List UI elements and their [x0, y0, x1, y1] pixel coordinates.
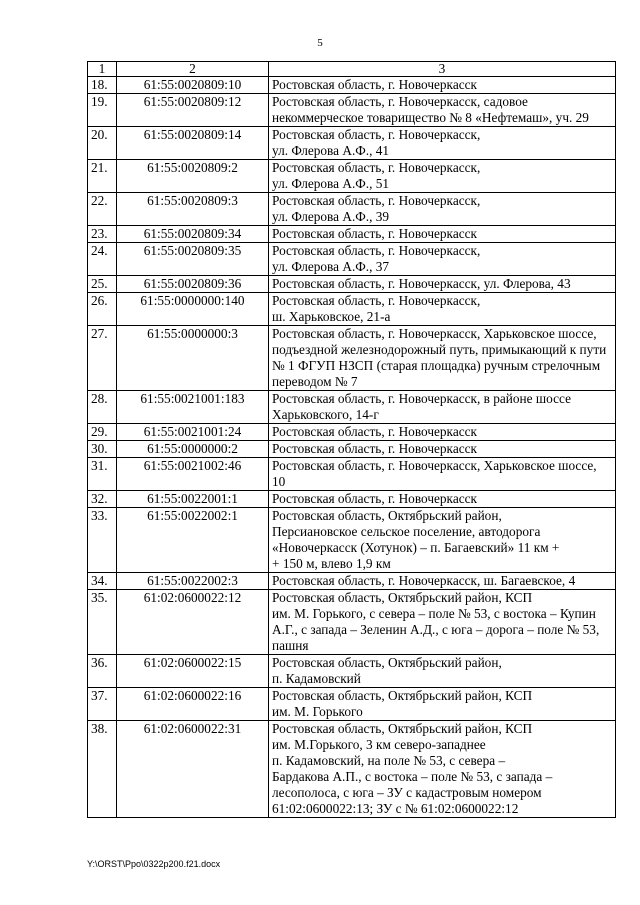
land-plot-table: [87, 61, 616, 818]
row-number: 38.: [88, 721, 117, 818]
address: Ростовская область, г. Новочеркасск, ул. Флерова А.Ф., 41: [269, 127, 616, 160]
table-body: [88, 77, 616, 818]
header-cell: 3: [269, 62, 616, 77]
cadastral-number: 61:55:0020809:3: [117, 193, 269, 226]
row-number: 23.: [88, 226, 117, 243]
address: Ростовская область, г. Новочеркасск, ш. Багаевское, 4: [269, 573, 616, 590]
row-number: 29.: [88, 424, 117, 441]
address: Ростовская область, г. Новочеркасск, садовое некоммерческое товарищество № 8 «Нефтемаш», уч. 29: [269, 94, 616, 127]
table-row: [88, 688, 616, 721]
cadastral-number: 61:55:0021001:24: [117, 424, 269, 441]
table-row: [88, 508, 616, 573]
table-header: [88, 62, 616, 77]
row-number: 28.: [88, 391, 117, 424]
table-row: [88, 590, 616, 655]
address: Ростовская область, г. Новочеркасск, ул. Флерова А.Ф., 37: [269, 243, 616, 276]
row-number: 18.: [88, 77, 117, 94]
row-number: 24.: [88, 243, 117, 276]
address: Ростовская область, г. Новочеркасск: [269, 226, 616, 243]
cadastral-number: 61:55:0020809:35: [117, 243, 269, 276]
cadastral-number: 61:55:0020809:2: [117, 160, 269, 193]
row-number: 30.: [88, 441, 117, 458]
cadastral-number: 61:55:0000000:140: [117, 293, 269, 326]
table-row: [88, 160, 616, 193]
row-number: 20.: [88, 127, 117, 160]
cadastral-number: 61:02:0600022:15: [117, 655, 269, 688]
table-row: [88, 721, 616, 818]
header-cell: 2: [117, 62, 269, 77]
cadastral-number: 61:55:0022002:1: [117, 508, 269, 573]
address: Ростовская область, г. Новочеркасск, ул. Флерова, 43: [269, 276, 616, 293]
address: Ростовская область, Октябрьский район, КСП им. М. Горького: [269, 688, 616, 721]
row-number: 27.: [88, 326, 117, 391]
cadastral-number: 61:02:0600022:16: [117, 688, 269, 721]
address: Ростовская область, Октябрьский район, п. Кадамовский: [269, 655, 616, 688]
table-row: [88, 276, 616, 293]
row-number: 26.: [88, 293, 117, 326]
table-row: [88, 94, 616, 127]
cadastral-number: 61:55:0020809:10: [117, 77, 269, 94]
cadastral-number: 61:55:0020809:12: [117, 94, 269, 127]
table-row: [88, 391, 616, 424]
row-number: 37.: [88, 688, 117, 721]
cadastral-number: 61:55:0021001:183: [117, 391, 269, 424]
row-number: 35.: [88, 590, 117, 655]
address: Ростовская область, г. Новочеркасск: [269, 441, 616, 458]
cadastral-number: 61:02:0600022:31: [117, 721, 269, 818]
cadastral-number: 61:55:0000000:3: [117, 326, 269, 391]
table-row: [88, 655, 616, 688]
table-row: [88, 243, 616, 276]
table-row: [88, 491, 616, 508]
file-path-footer: Y:\ORST\Ppo\0322p200.f21.docx: [87, 859, 221, 869]
row-number: 21.: [88, 160, 117, 193]
row-number: 31.: [88, 458, 117, 491]
address: Ростовская область, г. Новочеркасск, Харьковское шоссе, подъездной железнодорожный путь, примыкающий к пути № 1 ФГУП НЗСП (старая площадка) ручным стрелочным переводом № 7: [269, 326, 616, 391]
page-number: 5: [317, 37, 323, 49]
row-number: 25.: [88, 276, 117, 293]
cadastral-number: 61:02:0600022:12: [117, 590, 269, 655]
address: Ростовская область, г. Новочеркасск, в районе шоссе Харьковского, 14-г: [269, 391, 616, 424]
row-number: 33.: [88, 508, 117, 573]
header-cell: 1: [88, 62, 117, 77]
row-number: 22.: [88, 193, 117, 226]
row-number: 32.: [88, 491, 117, 508]
table-row: [88, 127, 616, 160]
table-row: [88, 424, 616, 441]
address: Ростовская область, Октябрьский район, Персиановское сельское поселение, автодорога «Новочеркасск (Хотунок) – п. Багаевский» 11 км + + 150 м, влево 1,9 км: [269, 508, 616, 573]
address: Ростовская область, Октябрьский район, КСП им. М.Горького, 3 км северо-западнее п. Кадамовский, на поле № 53, с севера – Бардакова А.П., с востока – поле № 53, с запада – лесополоса, с юга – ЗУ с кадастровым номером 61:02:0600022:13; ЗУ с № 61:02:0600022:12: [269, 721, 616, 818]
table-row: [88, 193, 616, 226]
table-row: [88, 441, 616, 458]
cadastral-number: 61:55:0000000:2: [117, 441, 269, 458]
address: Ростовская область, г. Новочеркасск, ул. Флерова А.Ф., 39: [269, 193, 616, 226]
cadastral-number: 61:55:0022001:1: [117, 491, 269, 508]
address: Ростовская область, г. Новочеркасск, ш. Харьковское, 21-а: [269, 293, 616, 326]
address: Ростовская область, г. Новочеркасск, ул. Флерова А.Ф., 51: [269, 160, 616, 193]
cadastral-number: 61:55:0020809:36: [117, 276, 269, 293]
row-number: 34.: [88, 573, 117, 590]
address: Ростовская область, г. Новочеркасск: [269, 77, 616, 94]
address: Ростовская область, г. Новочеркасск, Харьковское шоссе, 10: [269, 458, 616, 491]
table-row: [88, 573, 616, 590]
cadastral-number: 61:55:0022002:3: [117, 573, 269, 590]
row-number: 36.: [88, 655, 117, 688]
cadastral-number: 61:55:0020809:34: [117, 226, 269, 243]
cadastral-number: 61:55:0021002:46: [117, 458, 269, 491]
table-row: [88, 326, 616, 391]
cadastral-number: 61:55:0020809:14: [117, 127, 269, 160]
address: Ростовская область, Октябрьский район, КСП им. М. Горького, с севера – поле № 53, с востока – Купин А.Г., с запада – Зеленин А.Д., с юга – дорога – поле № 53, пашня: [269, 590, 616, 655]
table-row: [88, 77, 616, 94]
table-row: [88, 293, 616, 326]
row-number: 19.: [88, 94, 117, 127]
table-row: [88, 226, 616, 243]
table-row: [88, 458, 616, 491]
address: Ростовская область, г. Новочеркасск: [269, 491, 616, 508]
address: Ростовская область, г. Новочеркасск: [269, 424, 616, 441]
